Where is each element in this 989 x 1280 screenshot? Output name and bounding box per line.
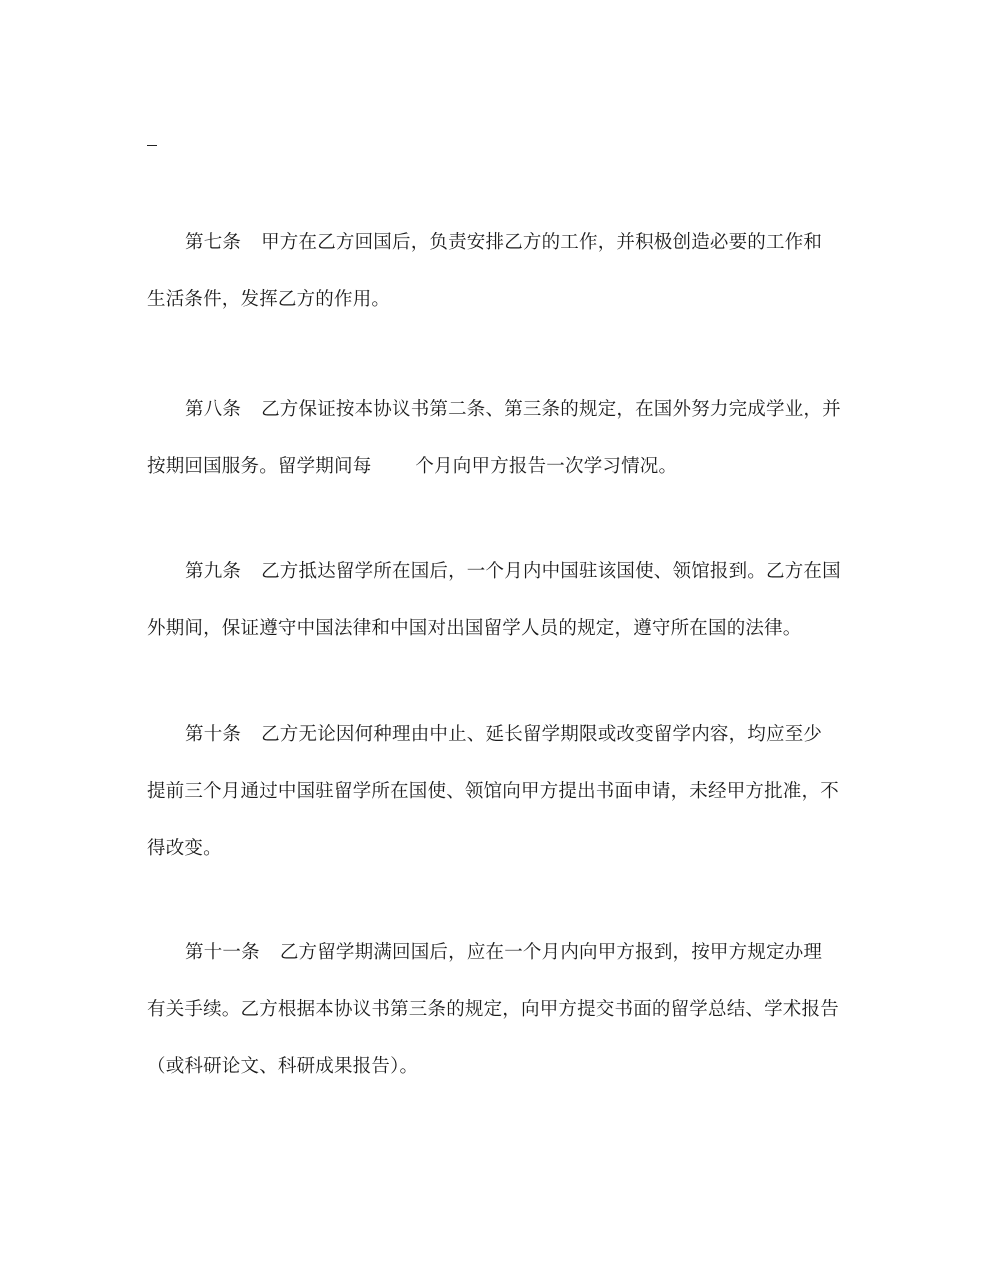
article-8-line-2 xyxy=(147,438,847,495)
article-11-label: 第十一条 xyxy=(185,942,260,963)
top-mark xyxy=(147,145,157,146)
article-9-line-1 xyxy=(147,543,847,600)
article-10-label: 第十条 xyxy=(185,724,242,745)
article-7-line-1 xyxy=(147,214,847,271)
article-10-text-1: 乙方无论因何种理由中止、延长留学期限或改变留学内容，均应至少 xyxy=(261,724,823,745)
article-9-text-1: 乙方抵达留学所在国后，一个月内中国驻该国使、领馆报到。乙方在国 xyxy=(261,561,841,582)
article-10-text-3: 得改变。 xyxy=(147,838,222,859)
article-9-text-2: 外期间，保证遵守中国法律和中国对出国留学人员的规定，遵守所在国的法律。 xyxy=(147,618,802,639)
article-11 xyxy=(147,924,847,1095)
article-10 xyxy=(147,706,847,877)
article-8-text-2b: 个月向甲方报告一次学习情况。 xyxy=(415,456,678,477)
article-11-text-2: 有关手续。乙方根据本协议书第三条的规定，向甲方提交书面的留学总结、学术报告 xyxy=(147,999,839,1020)
article-9 xyxy=(147,543,847,657)
article-9-label: 第九条 xyxy=(185,561,242,582)
article-10-line-1 xyxy=(147,706,847,763)
article-8 xyxy=(147,381,847,495)
article-11-text-1: 乙方留学期满回国后，应在一个月内向甲方报到，按甲方规定办理 xyxy=(279,942,823,963)
article-7-text-2: 生活条件，发挥乙方的作用。 xyxy=(147,289,391,310)
article-7-label: 第七条 xyxy=(185,232,242,253)
article-11-line-1 xyxy=(147,924,847,981)
article-11-text-3: （或科研论文、科研成果报告）。 xyxy=(147,1056,419,1077)
article-10-text-2: 提前三个月通过中国驻留学所在国使、领馆向甲方提出书面申请，未经甲方批准，不 xyxy=(147,781,839,802)
article-8-label: 第八条 xyxy=(185,399,242,420)
article-8-line-1 xyxy=(147,381,847,438)
article-8-text-1: 乙方保证按本协议书第二条、第三条的规定，在国外努力完成学业，并 xyxy=(261,399,841,420)
article-8-text-2a: 按期回国服务。留学期间每 xyxy=(147,456,372,477)
article-7 xyxy=(147,214,847,328)
article-7-text-1: 甲方在乙方回国后，负责安排乙方的工作，并积极创造必要的工作和 xyxy=(261,232,823,253)
